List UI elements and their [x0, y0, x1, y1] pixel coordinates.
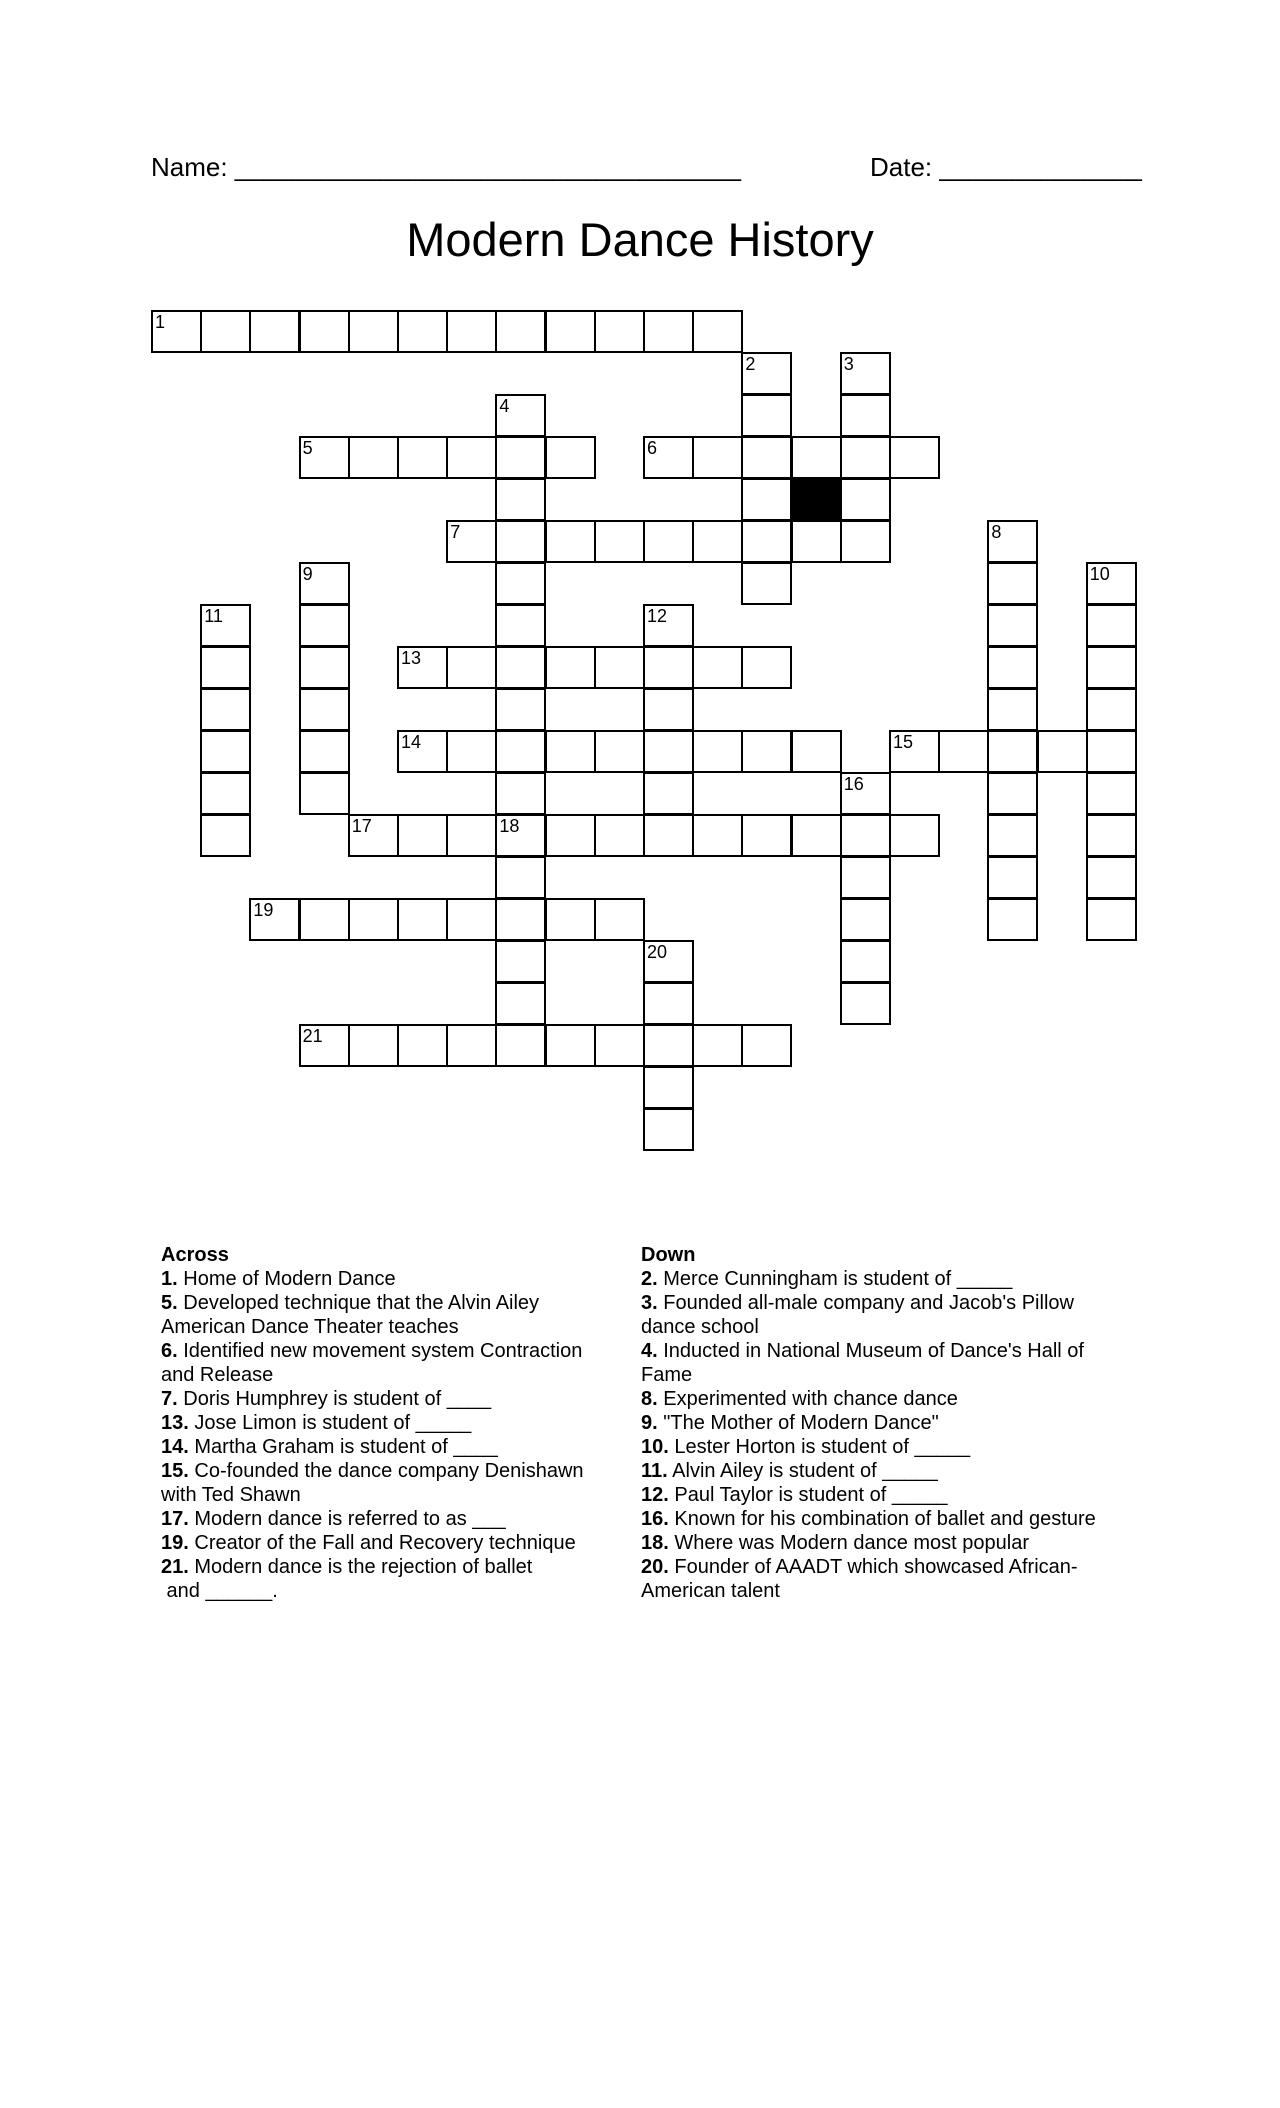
- clue-text: and ______.: [161, 1580, 278, 1602]
- grid-cell[interactable]: [200, 688, 251, 731]
- clue-text: Fame: [641, 1364, 693, 1386]
- grid-cell[interactable]: [545, 646, 596, 689]
- grid-cell[interactable]: [200, 604, 251, 647]
- grid-cell[interactable]: [495, 940, 546, 983]
- clue-number-label: 16.: [641, 1508, 669, 1530]
- grid-cell[interactable]: [495, 310, 546, 353]
- grid-cell[interactable]: [643, 730, 694, 773]
- grid-cell[interactable]: [643, 814, 694, 857]
- clue-number-label: 3.: [641, 1292, 658, 1314]
- clue-number: 18: [499, 816, 520, 836]
- grid-cell[interactable]: [545, 436, 596, 479]
- grid-cell[interactable]: [446, 310, 497, 353]
- grid-cell[interactable]: [495, 982, 546, 1025]
- down-clue: [641, 1411, 1141, 1435]
- grid-cell[interactable]: [594, 310, 645, 353]
- down-clues: [641, 1243, 1141, 1603]
- grid-cell[interactable]: [1037, 730, 1088, 773]
- grid-cell[interactable]: [741, 1024, 792, 1067]
- clue-number-label: 17.: [161, 1508, 189, 1530]
- grid-cell[interactable]: [643, 1108, 694, 1151]
- grid-cell[interactable]: [495, 436, 546, 479]
- across-clues: [161, 1243, 621, 1603]
- clue-text: Alvin Ailey is student of _____: [672, 1460, 938, 1482]
- clue-number-label: 6.: [161, 1340, 178, 1362]
- grid-cell[interactable]: [692, 1024, 743, 1067]
- grid-cell[interactable]: [840, 520, 891, 563]
- grid-cell[interactable]: [643, 646, 694, 689]
- grid-cell[interactable]: [299, 646, 350, 689]
- grid-cell[interactable]: [987, 898, 1038, 941]
- clue-number: 13: [401, 648, 422, 668]
- grid-cell[interactable]: [692, 436, 743, 479]
- grid-cell[interactable]: [495, 394, 546, 437]
- grid-cell[interactable]: [987, 856, 1038, 899]
- grid-cell[interactable]: [299, 688, 350, 731]
- clue-text: Inducted in National Museum of Dance's Hall of: [663, 1340, 1084, 1362]
- grid-cell[interactable]: [987, 688, 1038, 731]
- clue-number-label: 11.: [641, 1460, 668, 1482]
- clue-text: Modern dance is the rejection of ballet: [194, 1556, 533, 1578]
- grid-cell[interactable]: [151, 310, 202, 353]
- clue-number: 12: [647, 606, 668, 626]
- clue-text: American talent: [641, 1580, 780, 1602]
- grid-cell[interactable]: [987, 520, 1038, 563]
- grid-cell[interactable]: [397, 436, 448, 479]
- date-field[interactable]: Date: ______________: [870, 152, 1142, 182]
- grid-cell[interactable]: [348, 436, 399, 479]
- grid-cell[interactable]: [889, 436, 940, 479]
- grid-cell[interactable]: [643, 520, 694, 563]
- clue-number-label: 21.: [161, 1556, 189, 1578]
- clue-number-label: 14.: [161, 1436, 189, 1458]
- grid-cell[interactable]: [545, 730, 596, 773]
- grid-cell[interactable]: [594, 646, 645, 689]
- grid-cell[interactable]: [299, 436, 350, 479]
- clue-number-label: 8.: [641, 1388, 658, 1410]
- grid-cell[interactable]: [840, 394, 891, 437]
- grid-cell[interactable]: [643, 772, 694, 815]
- grid-cell[interactable]: [495, 730, 546, 773]
- grid-cell[interactable]: [397, 310, 448, 353]
- grid-cell[interactable]: [741, 478, 792, 521]
- clue-text: Co-founded the dance company Denishawn: [194, 1460, 584, 1482]
- clue-number-label: 20.: [641, 1556, 669, 1578]
- grid-cell[interactable]: [1086, 898, 1137, 941]
- grid-cell[interactable]: [987, 814, 1038, 857]
- grid-cell[interactable]: [446, 520, 497, 563]
- grid-cell[interactable]: [594, 520, 645, 563]
- grid-cell[interactable]: [643, 1024, 694, 1067]
- across-heading: Across: [161, 1244, 229, 1266]
- clue-text: Experimented with chance dance: [663, 1388, 958, 1410]
- clue-number-label: 2.: [641, 1268, 658, 1290]
- grid-cell[interactable]: [200, 772, 251, 815]
- across-clue: [161, 1387, 621, 1411]
- grid-cell[interactable]: [495, 604, 546, 647]
- clue-number: 3: [843, 354, 854, 374]
- clue-number: 14: [401, 732, 422, 752]
- grid-cell[interactable]: [495, 814, 546, 857]
- grid-cell[interactable]: [741, 814, 792, 857]
- grid-cell[interactable]: [840, 898, 891, 941]
- grid-cell[interactable]: [348, 1024, 399, 1067]
- clue-number-label: 4.: [641, 1340, 658, 1362]
- grid-cell[interactable]: [299, 1024, 350, 1067]
- grid-cell[interactable]: [889, 730, 940, 773]
- grid-cell[interactable]: [741, 520, 792, 563]
- grid-cell[interactable]: [889, 814, 940, 857]
- clue-text: Founder of AAADT which showcased African-: [674, 1556, 1078, 1578]
- grid-cell[interactable]: [200, 310, 251, 353]
- grid-cell[interactable]: [987, 604, 1038, 647]
- grid-cell[interactable]: [299, 772, 350, 815]
- grid-cell[interactable]: [840, 982, 891, 1025]
- grid-cell[interactable]: [397, 814, 448, 857]
- grid-cell[interactable]: [446, 646, 497, 689]
- grid-cell[interactable]: [200, 814, 251, 857]
- grid-cell[interactable]: [741, 646, 792, 689]
- grid-cell[interactable]: [446, 730, 497, 773]
- grid-cell[interactable]: [495, 898, 546, 941]
- across-clue: [161, 1507, 621, 1531]
- grid-cell[interactable]: [495, 856, 546, 899]
- grid-cell[interactable]: [791, 814, 842, 857]
- grid-cell[interactable]: [495, 646, 546, 689]
- clue-text: "The Mother of Modern Dance": [663, 1412, 939, 1434]
- clue-number-label: 9.: [641, 1412, 658, 1434]
- grid-cell[interactable]: [545, 814, 596, 857]
- clue-number: 5: [302, 438, 313, 458]
- clue-number-label: 12.: [641, 1484, 669, 1506]
- grid-cell[interactable]: [495, 1024, 546, 1067]
- across-clue: [161, 1531, 621, 1555]
- grid-cell[interactable]: [495, 562, 546, 605]
- clue-number: 15: [893, 732, 914, 752]
- clue-number-label: 5.: [161, 1292, 178, 1314]
- clue-number: 1: [155, 312, 166, 332]
- grid-cell[interactable]: [741, 730, 792, 773]
- down-clue: [641, 1531, 1141, 1555]
- clue-number: 10: [1089, 564, 1110, 584]
- grid-cell[interactable]: [938, 730, 989, 773]
- grid-cell[interactable]: [987, 730, 1038, 773]
- across-clue-list: [161, 1267, 621, 1603]
- clue-number: 19: [253, 900, 274, 920]
- grid-cell[interactable]: [791, 520, 842, 563]
- grid-cell[interactable]: [495, 772, 546, 815]
- grid-cell[interactable]: [791, 730, 842, 773]
- clue-number: 20: [647, 942, 668, 962]
- grid-cell[interactable]: [643, 688, 694, 731]
- clue-text: Jose Limon is student of _____: [194, 1412, 472, 1434]
- grid-cell[interactable]: [741, 394, 792, 437]
- clue-text: and Release: [161, 1364, 274, 1386]
- clue-text: Martha Graham is student of ____: [194, 1436, 498, 1458]
- grid-cell[interactable]: [741, 352, 792, 395]
- grid-cell[interactable]: [397, 730, 448, 773]
- grid-cell[interactable]: [348, 814, 399, 857]
- grid-cell[interactable]: [495, 478, 546, 521]
- grid-cell[interactable]: [692, 814, 743, 857]
- grid-cell[interactable]: [594, 1024, 645, 1067]
- grid-cell[interactable]: [643, 982, 694, 1025]
- grid-cell[interactable]: [643, 940, 694, 983]
- grid-cell[interactable]: [397, 898, 448, 941]
- clue-text: dance school: [641, 1316, 759, 1338]
- page-title: Modern Dance History: [406, 213, 874, 266]
- grid-cell[interactable]: [1086, 772, 1137, 815]
- grid-cell[interactable]: [1086, 730, 1137, 773]
- clue-number: 2: [745, 354, 756, 374]
- clue-number: 11: [204, 606, 223, 626]
- grid-cell[interactable]: [495, 520, 546, 563]
- grid-cell[interactable]: [987, 646, 1038, 689]
- down-heading: Down: [641, 1244, 696, 1266]
- grid-cell[interactable]: [594, 730, 645, 773]
- clue-text: Developed technique that the Alvin Ailey: [183, 1292, 540, 1314]
- down-clue: [641, 1291, 1141, 1339]
- grid-cell[interactable]: [545, 898, 596, 941]
- clue-number: 17: [351, 816, 372, 836]
- grid-cell[interactable]: [594, 814, 645, 857]
- across-clue: [161, 1555, 621, 1603]
- grid-cell[interactable]: [299, 310, 350, 353]
- clue-number: 21: [302, 1026, 323, 1046]
- clue-number-label: 7.: [161, 1388, 178, 1410]
- grid-cell[interactable]: [299, 562, 350, 605]
- grid-cell[interactable]: [1086, 646, 1137, 689]
- across-clue: [161, 1459, 621, 1507]
- grid-cell[interactable]: [348, 898, 399, 941]
- clue-number-label: 18.: [641, 1532, 669, 1554]
- grid-cell[interactable]: [692, 520, 743, 563]
- across-clue: [161, 1411, 621, 1435]
- grid-cell[interactable]: [643, 604, 694, 647]
- clue-text: Paul Taylor is student of _____: [674, 1484, 948, 1506]
- clue-number-label: 19.: [161, 1532, 189, 1554]
- clue-text: Known for his combination of ballet and gesture: [674, 1508, 1096, 1530]
- across-clue: [161, 1435, 621, 1459]
- across-clue: [161, 1339, 621, 1387]
- clue-text: Modern dance is referred to as ___: [194, 1508, 506, 1530]
- clue-text: Lester Horton is student of _____: [674, 1436, 971, 1458]
- grid-cell[interactable]: [495, 688, 546, 731]
- down-clue: [641, 1483, 1141, 1507]
- grid-cell[interactable]: [643, 310, 694, 353]
- clue-text: Identified new movement system Contraction: [183, 1340, 583, 1362]
- grid-cell[interactable]: [397, 1024, 448, 1067]
- clue-text: Founded all-male company and Jacob's Pillow: [663, 1292, 1074, 1314]
- clue-number: 4: [499, 396, 510, 416]
- grid-cell[interactable]: [200, 646, 251, 689]
- grid-cell[interactable]: [840, 478, 891, 521]
- clue-text: Where was Modern dance most popular: [674, 1532, 1029, 1554]
- grid-cell[interactable]: [692, 310, 743, 353]
- grid-cell[interactable]: [348, 310, 399, 353]
- clue-number: 9: [302, 564, 313, 584]
- grid-cell[interactable]: [741, 562, 792, 605]
- clue-text: Home of Modern Dance: [183, 1268, 396, 1290]
- grid-cell[interactable]: [299, 730, 350, 773]
- clue-number-label: 1.: [161, 1268, 178, 1290]
- grid-cell[interactable]: [200, 730, 251, 773]
- down-clue: [641, 1339, 1141, 1387]
- grid-cell[interactable]: [397, 646, 448, 689]
- down-clue: [641, 1435, 1141, 1459]
- down-clue: [641, 1459, 1141, 1483]
- grid-cell[interactable]: [446, 1024, 497, 1067]
- grid-cell[interactable]: [840, 352, 891, 395]
- clue-number: 6: [647, 438, 658, 458]
- grid-cell[interactable]: [545, 310, 596, 353]
- grid-cell[interactable]: [249, 898, 300, 941]
- clue-number: 7: [450, 522, 461, 542]
- grid-cell[interactable]: [741, 436, 792, 479]
- grid-cell[interactable]: [446, 814, 497, 857]
- grid-cell[interactable]: [840, 814, 891, 857]
- grid-cell[interactable]: [987, 772, 1038, 815]
- grid-cell[interactable]: [249, 310, 300, 353]
- clue-text: with Ted Shawn: [161, 1484, 301, 1506]
- grid-cell[interactable]: [446, 898, 497, 941]
- clue-number: 16: [843, 774, 864, 794]
- down-clue: [641, 1555, 1141, 1603]
- down-clue: [641, 1267, 1141, 1291]
- down-clue-list: [641, 1267, 1141, 1603]
- clue-number-label: 13.: [161, 1412, 189, 1434]
- grid-cell[interactable]: [299, 604, 350, 647]
- down-clue: [641, 1387, 1141, 1411]
- grid-cell[interactable]: [299, 898, 350, 941]
- grid-cell[interactable]: [1086, 856, 1137, 899]
- clue-text: Doris Humphrey is student of ____: [183, 1388, 492, 1410]
- grid-cell[interactable]: [840, 940, 891, 983]
- grid-cell[interactable]: [1086, 688, 1137, 731]
- across-clue: [161, 1291, 621, 1339]
- grid-cell[interactable]: [987, 562, 1038, 605]
- name-field[interactable]: Name: ___________________________________: [151, 152, 741, 182]
- grid-cell[interactable]: [1086, 604, 1137, 647]
- clue-text: Merce Cunningham is student of _____: [663, 1268, 1013, 1290]
- clue-text: American Dance Theater teaches: [161, 1316, 459, 1338]
- across-clue: [161, 1267, 621, 1291]
- grid-cell[interactable]: [594, 898, 645, 941]
- grid-cell[interactable]: [1086, 814, 1137, 857]
- grid-cell[interactable]: [840, 772, 891, 815]
- grid-cell[interactable]: [692, 730, 743, 773]
- clue-number-label: 10.: [641, 1436, 669, 1458]
- grid-cell[interactable]: [791, 436, 842, 479]
- clue-text: Creator of the Fall and Recovery technique: [194, 1532, 576, 1554]
- clue-number-label: 15.: [161, 1460, 189, 1482]
- black-square: [791, 478, 842, 521]
- grid-cell[interactable]: [840, 436, 891, 479]
- grid-cell[interactable]: [643, 1066, 694, 1109]
- grid-cell[interactable]: [692, 646, 743, 689]
- clue-number: 8: [991, 522, 1002, 542]
- grid-cell[interactable]: [545, 520, 596, 563]
- grid-cell[interactable]: [840, 856, 891, 899]
- grid-cell[interactable]: [446, 436, 497, 479]
- grid-cell[interactable]: [1086, 562, 1137, 605]
- down-clue: [641, 1507, 1141, 1531]
- grid-cell[interactable]: [545, 1024, 596, 1067]
- grid-cell[interactable]: [643, 436, 694, 479]
